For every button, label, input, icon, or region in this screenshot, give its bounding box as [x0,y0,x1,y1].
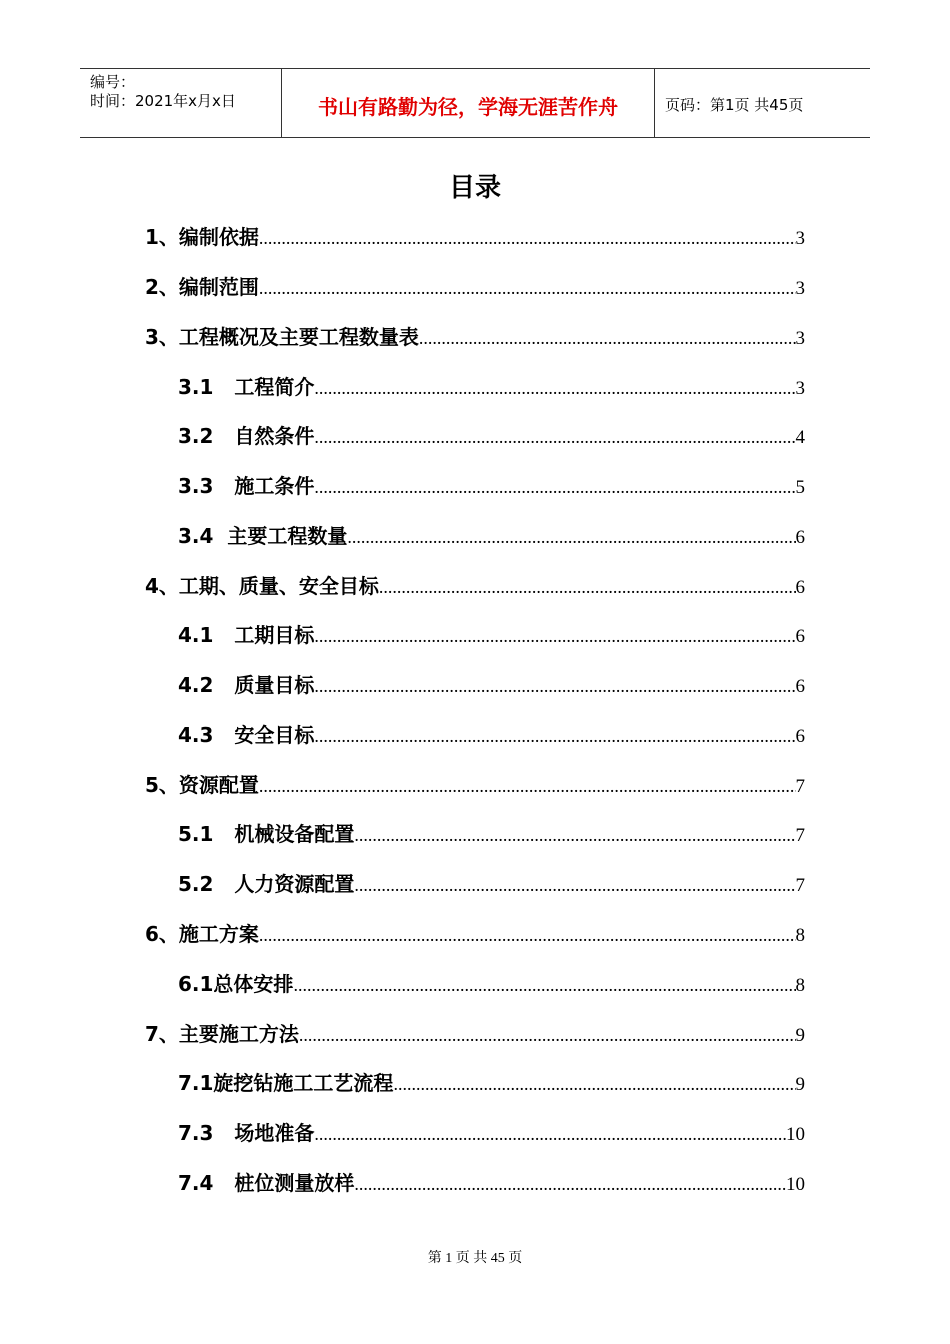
toc-subentry[interactable] [178,708,805,748]
toc-entry-page: 5 [795,477,805,498]
toc-subentry[interactable] [178,1156,805,1196]
dot-leader [314,674,795,698]
toc-entry-label: 5.1 机械设备配置 [178,822,355,846]
page-title: 目录 [448,173,501,203]
toc-entry-page: 7 [795,825,805,846]
toc-entry-label: 6、施工方案 [145,922,259,946]
dot-leader [259,226,796,250]
header-motto: 书山有路勤为径，学海无涯苦作舟 [282,69,655,137]
toc-entry[interactable] [145,758,805,798]
toc-entry-label: 3.2 自然条件 [178,424,315,448]
toc-entry-page: 8 [795,975,805,996]
toc-entry-label: 4.2 质量目标 [178,673,315,697]
toc-subentry[interactable] [178,608,805,648]
toc-entry-label: 3.4 主要工程数量 [178,524,348,548]
toc-entry-page: 3 [795,228,805,249]
dot-leader [314,1122,786,1146]
dot-leader [259,923,796,947]
toc-entry-label: 7、主要施工方法 [145,1022,299,1046]
document-time-label: 时间：2021年x月x日 [90,92,236,110]
dot-leader [354,1172,786,1196]
toc-entry-page: 6 [795,726,805,747]
toc-entry-label: 4、工期、质量、安全目标 [145,574,379,598]
toc-subentry[interactable] [178,409,805,449]
dot-leader [299,1023,796,1047]
dot-leader [314,475,795,499]
toc-entry-label: 2、编制范围 [145,275,259,299]
toc-entry-page: 10 [786,1124,805,1145]
toc-entry-page: 7 [795,875,805,896]
toc-entry-label: 5.2 人力资源配置 [178,872,355,896]
toc-entry[interactable] [145,907,805,947]
dot-leader [314,724,795,748]
dot-leader [314,425,795,449]
toc-subentry[interactable] [178,857,805,897]
toc-entry-label: 3.1 工程简介 [178,375,315,399]
toc-subentry[interactable] [178,360,805,400]
toc-entry[interactable] [145,310,805,350]
toc-entry[interactable] [145,559,805,599]
header-meta [80,69,282,137]
toc-entry-page: 7 [795,776,805,797]
toc-entry-page: 3 [795,328,805,349]
dot-leader [293,973,795,997]
dot-leader [419,326,796,350]
page-footer: 第 1 页 共 45 页 [427,1251,523,1266]
toc-entry-label: 3、工程概况及主要工程数量表 [145,325,419,349]
dot-leader [354,823,795,847]
toc-subentry[interactable] [178,1056,805,1096]
toc-entry-page: 3 [795,278,805,299]
page-header [80,68,870,138]
toc-subentry[interactable] [178,509,805,549]
toc-entry-label: 7.1旋挖钻施工工艺流程 [178,1071,394,1095]
toc-entry-label: 3.3 施工条件 [178,474,315,498]
toc-entry-page: 6 [795,676,805,697]
header-page-info: 页码：第1页 共45页 [665,95,804,114]
toc-subentry[interactable] [178,459,805,499]
toc-entry[interactable] [145,1007,805,1047]
toc-entry-label: 7.4 桩位测量放样 [178,1171,355,1195]
toc-entry-page: 3 [795,378,805,399]
toc-subentry[interactable] [178,957,805,997]
toc-entry-page: 10 [786,1174,805,1195]
toc-subentry[interactable] [178,658,805,698]
toc-entry-page: 8 [795,925,805,946]
toc-entry-page: 6 [795,527,805,548]
toc-subentry[interactable] [178,1106,805,1146]
toc-entry-page: 9 [795,1074,805,1095]
dot-leader [259,774,796,798]
dot-leader [347,525,795,549]
dot-leader [379,575,796,599]
dot-leader [314,376,795,400]
dot-leader [354,873,795,897]
toc-entry-page: 6 [795,626,805,647]
toc-entry-page: 9 [795,1025,805,1046]
dot-leader [259,276,796,300]
toc-entry-label: 1、编制依据 [145,225,259,249]
toc-entry-page: 4 [795,427,805,448]
toc-entry[interactable] [145,260,805,300]
toc-entry-label: 4.3 安全目标 [178,723,315,747]
toc-entry-label: 6.1总体安排 [178,972,294,996]
toc-entry-label: 5、资源配置 [145,773,259,797]
dot-leader [393,1072,795,1096]
dot-leader [314,624,795,648]
toc-entry-label: 4.1 工期目标 [178,623,315,647]
toc-entry-label: 7.3 场地准备 [178,1121,315,1145]
toc-entry[interactable] [145,210,805,250]
document-number-label: 编号： [90,73,136,91]
toc-entry-page: 6 [795,577,805,598]
toc-subentry[interactable] [178,807,805,847]
